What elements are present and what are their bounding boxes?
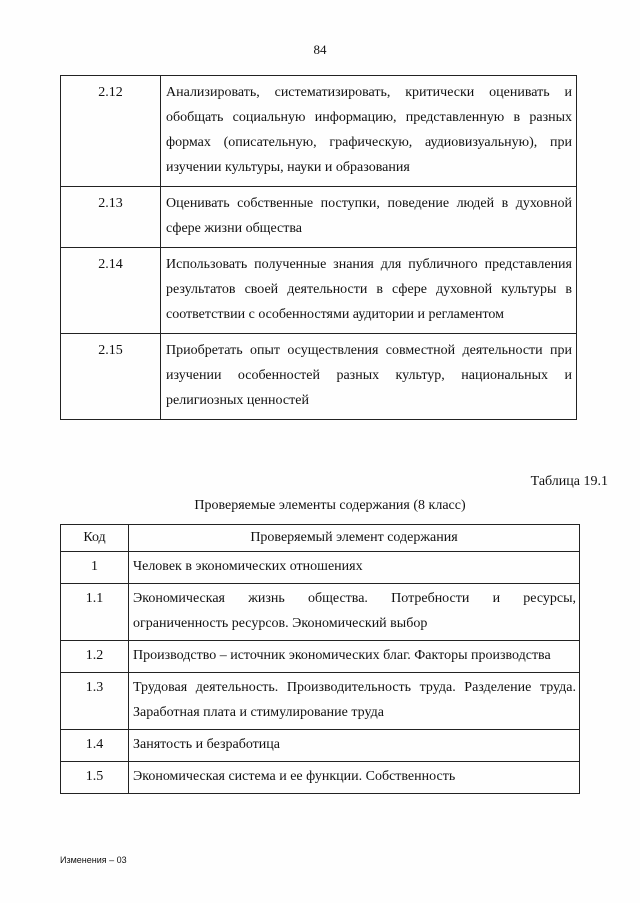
page-number: 84	[313, 42, 327, 57]
row-code: 1.4	[61, 730, 129, 762]
skills-table	[60, 75, 577, 420]
footer-note: Изменения – 03	[60, 855, 127, 865]
header-element: Проверяемый элемент содержания	[129, 525, 580, 552]
row-text: Приобретать опыт осуществления совместной деятельности при изучении особенностей разных культур, национальных и религиозных ценностей	[161, 334, 577, 420]
table-row	[61, 641, 580, 673]
table-row	[61, 76, 577, 187]
row-text: Трудовая деятельность. Производительность труда. Разделение труда. Заработная плата и стимулирование труда	[129, 673, 580, 730]
row-text: Экономическая жизнь общества. Потребности и ресурсы, ограниченность ресурсов. Экономический выбор	[129, 584, 580, 641]
row-code: 1.1	[61, 584, 129, 641]
row-text: Анализировать, систематизировать, критически оценивать и обобщать социальную информацию, представленную в разных формах (описательную, графическую, аудиовизуальную), при изучении культуры, науки и образования	[161, 76, 577, 187]
row-text: Человек в экономических отношениях	[129, 552, 580, 584]
table-row	[61, 552, 580, 584]
row-text: Занятость и безработица	[129, 730, 580, 762]
row-code: 1	[61, 552, 129, 584]
row-code: 2.15	[61, 334, 161, 420]
row-code: 1.5	[61, 762, 129, 794]
table-row	[61, 673, 580, 730]
row-text: Производство – источник экономических благ. Факторы производства	[129, 641, 580, 673]
row-code: 1.3	[61, 673, 129, 730]
table-label: Таблица 19.1	[530, 474, 608, 489]
table-row	[61, 248, 577, 334]
table-row	[61, 187, 577, 248]
table-title: Проверяемые элементы содержания (8 класс)	[194, 498, 466, 513]
table-row	[61, 730, 580, 762]
row-text: Экономическая система и ее функции. Собственность	[129, 762, 580, 794]
header-code: Код	[61, 525, 129, 552]
row-text: Использовать полученные знания для публичного представления результатов своей деятельности в сфере духовной культуры в соответствии с особенностями аудитории и регламентом	[161, 248, 577, 334]
content-elements-table	[60, 524, 580, 794]
row-code: 2.14	[61, 248, 161, 334]
table-row	[61, 334, 577, 420]
table-header-row	[61, 525, 580, 552]
row-code: 2.13	[61, 187, 161, 248]
row-code: 1.2	[61, 641, 129, 673]
row-text: Оценивать собственные поступки, поведение людей в духовной сфере жизни общества	[161, 187, 577, 248]
table-row	[61, 584, 580, 641]
table-row	[61, 762, 580, 794]
row-code: 2.12	[61, 76, 161, 187]
